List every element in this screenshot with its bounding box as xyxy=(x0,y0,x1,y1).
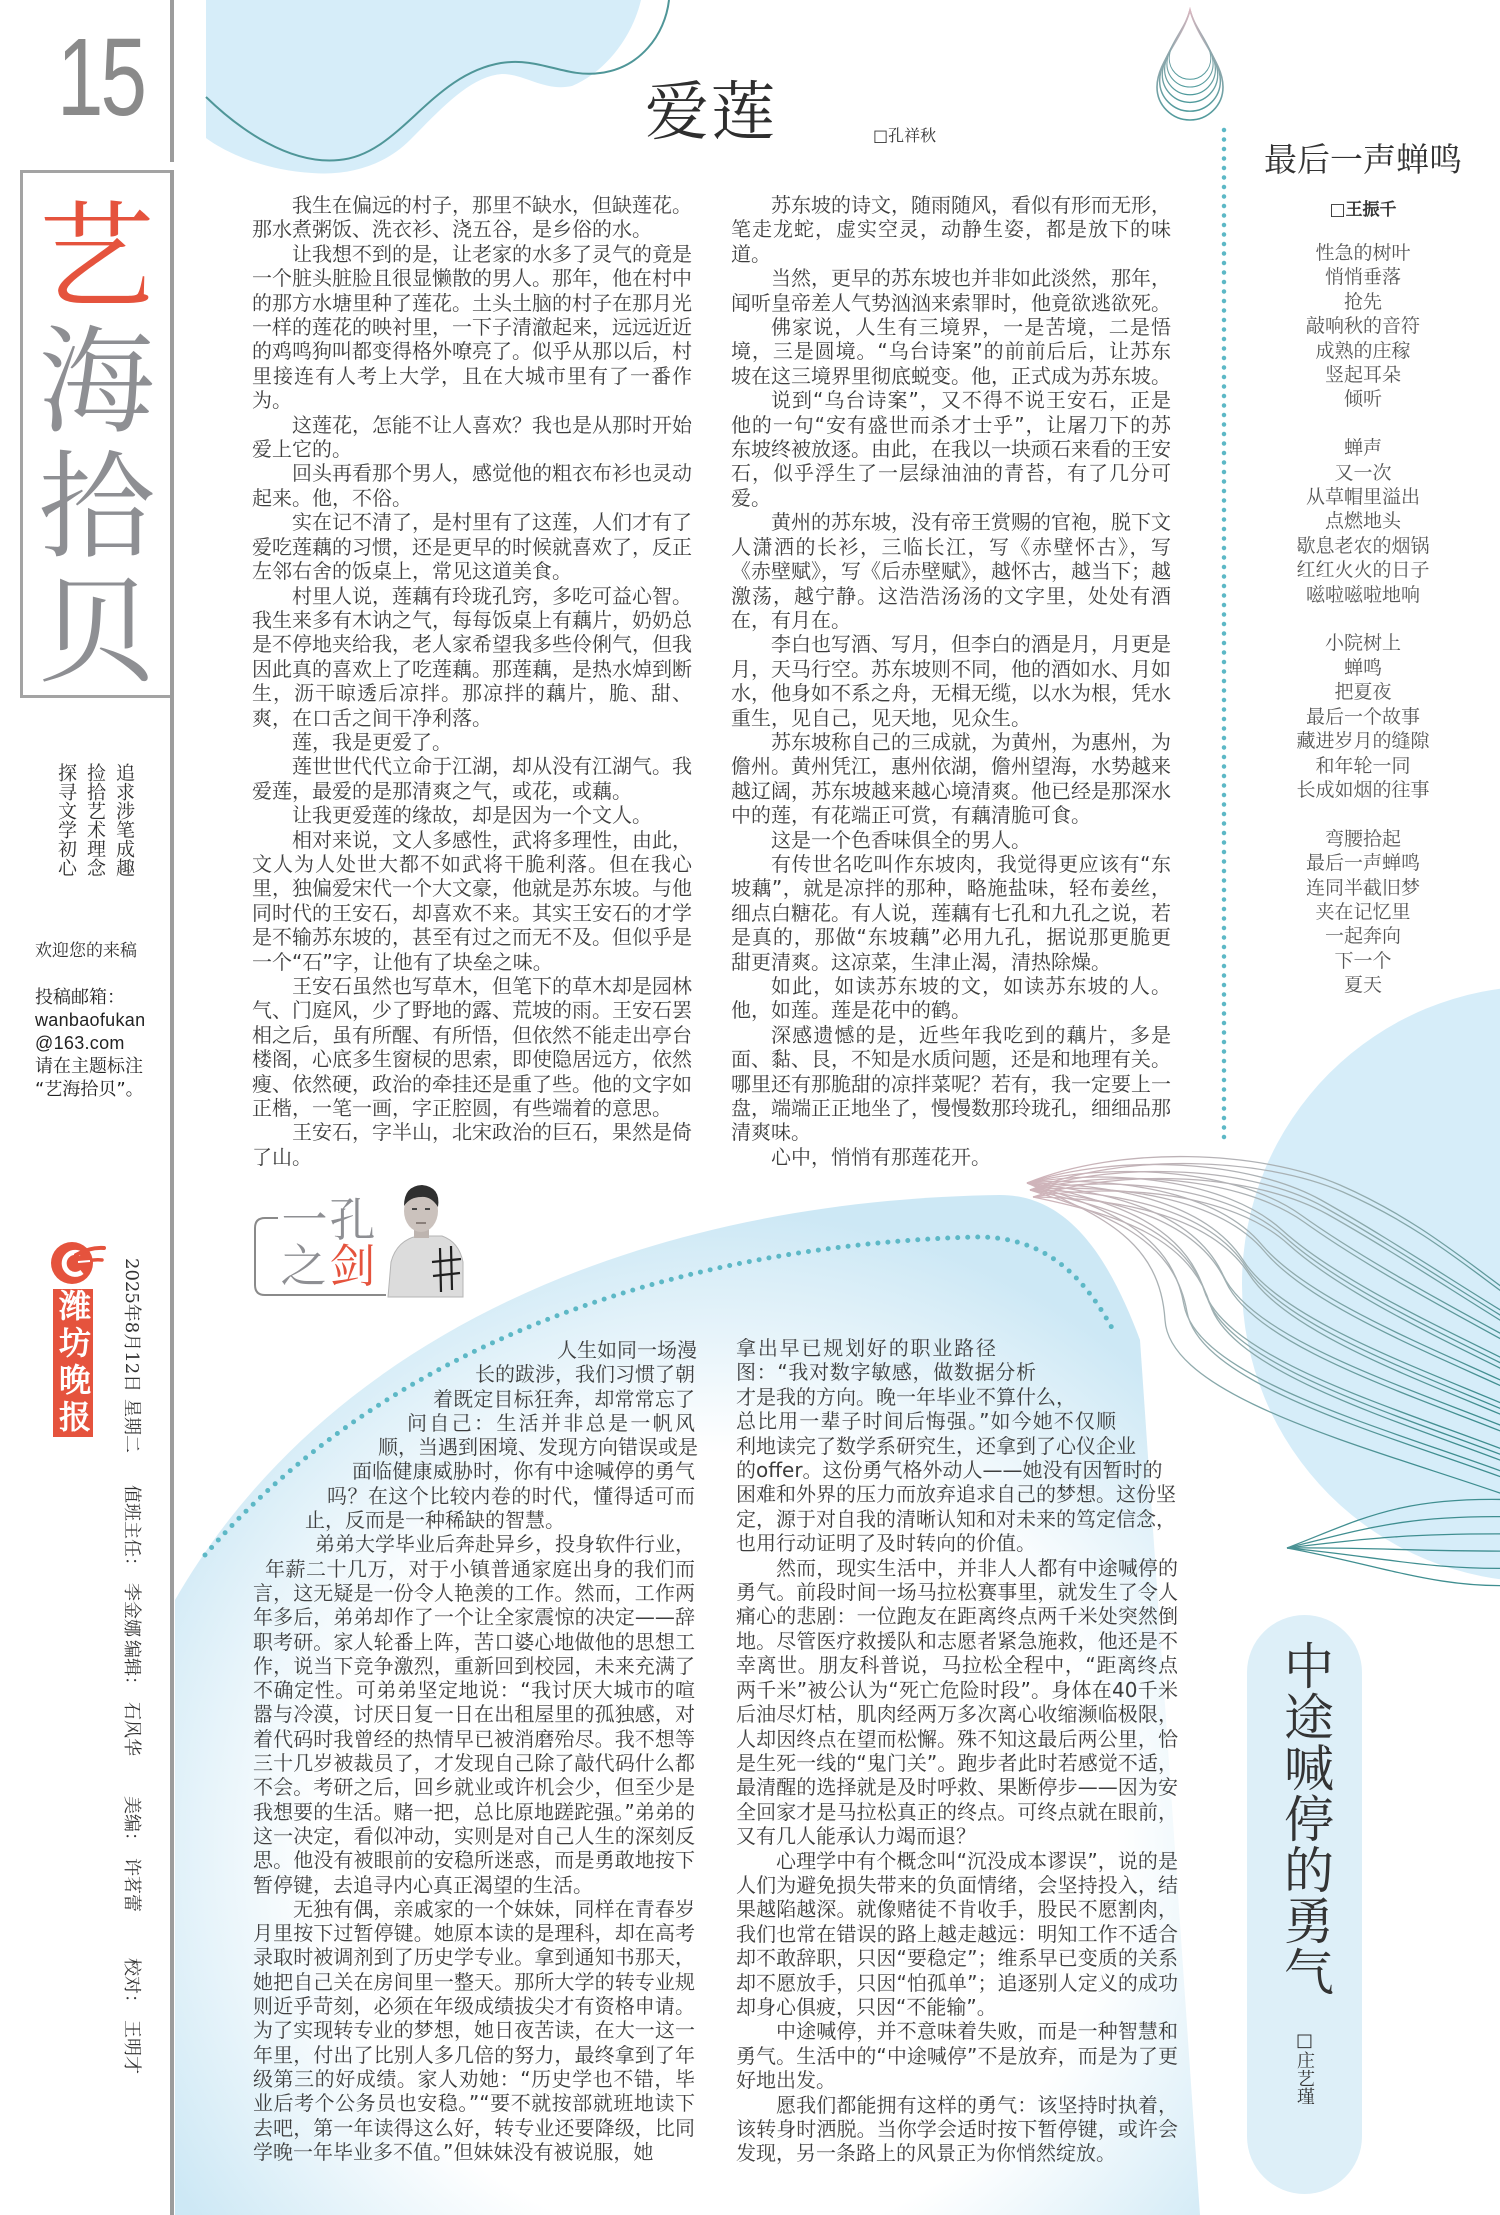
poem-line: 一起奔向 xyxy=(1324,925,1401,948)
article-title-vertical: 中途喊停的勇气 xyxy=(1276,1640,1334,1997)
poem-line: 悄悄垂落 xyxy=(1324,266,1401,289)
paragraph: 有传世名吃叫作东坡肉，我觉得更应该有“东坡藕”，就是凉拌的那种，略施盐味，轻布姜丝，细点白糖花。有人说，莲藕有七孔和九孔之说，若是真的，那做“东坡藕”必用九孔，据说那更脆更甜更清爽。这凉菜，生津止渴，清热除燥。 xyxy=(731,851,1171,974)
poem-line: 夹在记忆里 xyxy=(1315,900,1411,923)
paragraph: 让我更爱莲的缘故，却是因为一个文人。 xyxy=(292,803,652,828)
submission-info xyxy=(35,986,165,1101)
paragraph: 苏东坡的诗文，随雨随风，看似有形而无形，笔走龙蛇，虚实空灵，动静生姿，都是放下的味道。 xyxy=(731,193,1171,266)
credit-name: 石风华 xyxy=(121,1702,142,1756)
sidebar-divider xyxy=(170,170,174,2215)
poem-line: 红红火火的日子 xyxy=(1296,559,1430,582)
paragraph: 如此，如读苏东坡的文，如读苏东坡的人。他，如莲。莲是花中的鹤。 xyxy=(731,974,1171,1023)
article-author-vertical: □庄艺瑾 xyxy=(1294,2030,1315,2105)
paragraph: 苏东坡称自己的三成就，为黄州，为惠州，为儋州。黄州凭江，惠州依湖，儋州望海，水势越来越辽阔，苏东坡越来越心境清爽。他已经是那深水中的莲，有花端正可赏，有藕清脆可食。 xyxy=(731,729,1171,828)
paragraph: 然而，现实生活中，并非人人都有中途喊停的勇气。前段时间一场马拉松赛事里，就发生了令人痛心的悲剧：一位跑友在距离终点两千米处突然倒地。尽管医疗救援队和志愿者紧急施救，他还是不幸离世。朋友科普说，马拉松全程中，“距离终点两千米”被公认为“死亡危险时段”。身体在40千米后油尽灯枯，肌肉经两万多次离心收缩濒临极限，人却因终点在望而松懈。殊不知这最后两公里，恰是生死一线的“鬼门关”。跑步者此时若感觉不适，最清醒的选择就是及时呼救、果断停步——因为安全回家才是马拉松真正的终点。可终点就在眼前，又有几人能承认力竭而退？ xyxy=(736,1555,1178,1849)
column-logo-char: 孔 xyxy=(329,1193,376,1247)
paragraph: 说到“乌台诗案”，又不得不说王安石，正是他的一句“安有盛世而杀才士乎”，让屠刀下的苏东坡终被放逐。由此，在我以一块顽石来看的王安石，似乎浮生了一层绿油油的青苔，有了几分可爱。 xyxy=(731,388,1171,510)
poem-line: 性急的树叶 xyxy=(1315,242,1411,264)
poem-line: 嗞啦嗞啦地响 xyxy=(1305,583,1420,606)
paragraph: 中途喊停，并不意味着失败，而是一种智慧和勇气。生活中的“中途喊停”不是放弃，而是为了更好地出发。 xyxy=(736,2019,1178,2093)
paragraph: 无独有偶，亲戚家的一个妹妹，同样在青春岁月里按下过暂停键。她原本读的是理科，却在高考录取时被调剂到了历史学专业。拿到通知书那天，她把自己关在房间里一整天。那所大学的转专业规则近乎苛刻，必须在年级成绩拔尖才有资格申请。为了实现转专业的梦想，她日夜苦读，在大一这一年里，付出了比别人多几倍的努力，最终拿到了年级第三的好成绩。家人劝她：“历史学也不错，毕业后考个公务员也安稳。”“要不就按部就班地读下去吧，第一年读得这么好，转专业还要降级，比同学晚一年毕业多不值。”但妹妹没有被说服，她 xyxy=(253,1896,695,2164)
poem-line: 歇息老农的烟锅 xyxy=(1296,534,1430,557)
poem-line: 小院树上 xyxy=(1324,632,1401,655)
section-title-char: 拾 xyxy=(38,440,155,575)
poem-line: 最后一声蝉鸣 xyxy=(1305,852,1420,875)
credit-role: 值班主任： xyxy=(121,1485,142,1575)
poem-line: 下一个 xyxy=(1334,949,1392,972)
submission-label: 投稿邮箱： xyxy=(35,987,125,1008)
poem-body xyxy=(1240,241,1486,998)
poem-line: 蝉鸣 xyxy=(1343,656,1382,679)
poem-line: 又一次 xyxy=(1334,461,1392,484)
column-logo-char: 之 xyxy=(280,1239,327,1293)
paragraph: 莲世世代代立命于江湖，却从没有江湖气。我爱莲，最爱的是那清爽之气，或花，或藕。 xyxy=(252,754,692,803)
columnist-photo xyxy=(388,1185,463,1297)
poem-line: 藏进岁月的缝隙 xyxy=(1296,730,1430,753)
shaped-line: 人生如同一场漫 xyxy=(557,1338,697,1362)
paper-name-logo: 潍坊晚报 xyxy=(54,1289,92,1437)
poem-stanza xyxy=(1240,631,1486,802)
poem xyxy=(1240,140,1486,998)
poem-line: 最后一个故事 xyxy=(1305,705,1420,728)
submission-email-user: wanbaofukan xyxy=(35,1010,146,1030)
credit-role: 美编： xyxy=(121,1796,142,1850)
poem-line: 成熟的庄稼 xyxy=(1315,339,1411,362)
article-author: □孔祥秋 xyxy=(873,126,937,145)
poem-line: 敲响秋的音符 xyxy=(1305,315,1420,338)
poem-stanza xyxy=(1240,436,1486,607)
credit-name: 王明才 xyxy=(121,2020,142,2074)
paragraph: 我生在偏远的村子，那里不缺水，但缺莲花。那水煮粥饭、洗衣衫、浇五谷，是乡俗的水。 xyxy=(252,193,692,242)
paragraph: 李白也写酒、写月，但李白的酒是月，月更是月，天马行空。苏东坡则不同，他的酒如水、月如水，他身如不系之舟，无楫无缆，以水为根，凭水重生，见自己，见天地，见众生。 xyxy=(731,632,1171,730)
credit-role: 校对： xyxy=(121,1958,142,2012)
submission-email-domain: @163.com xyxy=(35,1033,125,1053)
paragraph: 莲，我是更爱了。 xyxy=(292,729,452,754)
credit-proofreader xyxy=(120,1958,142,2074)
article-column xyxy=(731,193,1171,1169)
paragraph: 佛家说，人生有三境界，一是苦境，二是悟境，三是圆境。“乌台诗案”的前前后后，让苏东坡在这三境界里彻底蜕变。他，正式成为苏东坡。 xyxy=(731,315,1171,388)
section-title-char: 艺 xyxy=(38,190,155,325)
credit-art-editor xyxy=(120,1796,142,1912)
header-wave-blob xyxy=(206,0,669,173)
poem-line: 弯腰拾起 xyxy=(1324,827,1401,850)
shaped-line: 顺，当遇到困境、发现方向错误或是 xyxy=(378,1435,698,1460)
poem-title: 最后一声蝉鸣 xyxy=(1264,140,1462,179)
section-title-char: 海 xyxy=(38,315,155,450)
paragraph: 言，这无疑是一份令人艳羡的工作。然而，工作两年多后，弟弟却作了一个让全家震惊的决定——辞职考研。家人轮番上阵，苦口婆心地做他的思想工作，说当下竞争激烈，重新回到校园，未来充满了不确定性。可弟弟坚定地说：“我讨厌大城市的喧嚣与冷漠，讨厌日复一日在出租屋里的孤独感，对着代码时我曾经的热情早已被消磨殆尽。我不想等三十几岁被裁员了，才发现自己除了敲代码什么都不会。考研之后，回乡就业或许机会少，但至少是我想要的生活。赌一把，总比原地蹉跎强。”弟弟的这一决定，看似冲动，实则是对自己人生的深刻反思。他没有被眼前的安稳所迷惑，而是勇敢地按下暂停键，去追寻内心真正渴望的生活。 xyxy=(253,1580,695,1897)
shaped-line: 也用行动证明了及时转向的价值。 xyxy=(736,1531,1036,1556)
poem-line: 和年轮一同 xyxy=(1315,754,1411,777)
issue-weekday: 星期二 xyxy=(121,1399,142,1453)
submission-note: 请在主题标注 xyxy=(35,1056,143,1077)
article-column xyxy=(253,1338,698,2164)
shaped-line: 利地读完了数学系研究生，还拿到了心仪企业 xyxy=(736,1433,1136,1458)
poem-line: 夏天 xyxy=(1343,974,1382,997)
poem-line: 倾听 xyxy=(1343,388,1382,411)
paragraph: 心理学中有个概念叫“沉没成本谬误”，说的是人们为避免损失带来的负面情绪，会坚持投入，结果越陷越深。就像赌徒不肯收手，股民不愿割肉，我们也常在错误的路上越走越远：明知工作不适合却不敢辞职，只因“要稳定”；维系早已变质的关系却不愿放手，只因“怕孤单”；追逐别人定义的成功却身心俱疲，只因“不能输”。 xyxy=(736,1848,1178,2019)
column-logo-char: 剑 xyxy=(329,1239,376,1293)
shaped-line: 图：“我对数字敏感，做数据分析 xyxy=(736,1360,1036,1385)
poem-line: 竖起耳朵 xyxy=(1324,364,1401,387)
submission-note: “艺海拾贝”。 xyxy=(35,1079,144,1100)
paragraph: 实在记不清了，是村里有了这莲，人们才有了爱吃莲藕的习惯，还是更早的时候就喜欢了，反正左邻右舍的饭桌上，常见这道美食。 xyxy=(252,510,692,584)
section-title-box xyxy=(20,170,170,698)
shaped-line: 面临健康威胁时，你有中途喊停的勇气 xyxy=(352,1459,695,1484)
sidebar-divider-top xyxy=(170,0,174,162)
column-logo-char: 一 xyxy=(281,1193,328,1247)
shaped-line: 长的跋涉，我们习惯了朝 xyxy=(475,1362,695,1387)
credit-name: 李金娜 xyxy=(121,1583,142,1637)
credit-editor xyxy=(120,1640,142,1756)
light-blue-circle xyxy=(1242,986,1500,1582)
poem-line: 把夏夜 xyxy=(1334,681,1392,704)
paragraph: 这莲花，怎能不让人喜欢？我也是从那时开始爱上它的。 xyxy=(252,412,692,462)
section-slogan: 探寻文学初心 xyxy=(55,763,77,877)
shaped-line: 吗？在这个比较内卷的时代，懂得适可而 xyxy=(327,1483,695,1508)
poem-stanza xyxy=(1240,827,1486,998)
shaped-line: 止，反而是一种稀缺的智慧。 xyxy=(305,1508,565,1533)
paragraph: 深感遗憾的是，近些年我吃到的藕片，多是面、黏、艮，不知是水质问题，还是和地理有关。哪里还有那脆甜的凉拌菜呢？若有，我一定要上一盘，端端正正地坐了，慢慢数那玲珑孔，细细品那清爽味。 xyxy=(731,1022,1171,1145)
article-title: 爱莲 xyxy=(645,76,777,150)
paragraph: 愿我们都能拥有这样的勇气：该坚持时执着，该转身时洒脱。当你学会适时按下暂停键，或许会发现，另一条路上的风景正为你悄然绽放。 xyxy=(736,2092,1178,2166)
poem-line: 抢先 xyxy=(1343,290,1382,313)
credit-duty-editor xyxy=(120,1485,142,1637)
poem-stanza xyxy=(1240,241,1486,412)
article-column xyxy=(252,193,692,1169)
shaped-line: 年薪二十几万，对于小镇普通家庭出身的我们而 xyxy=(265,1556,695,1581)
paper-logo-icon xyxy=(51,1242,104,1284)
paragraph: 这是一个色香味俱全的男人。 xyxy=(771,827,1031,852)
paragraph: 村里人说，莲藕有玲珑孔窍，多吃可益心智。我生来多有木讷之气，每每饭桌上有藕片，奶奶总是不停地夹给我，老人家希望我多些伶俐气，但我因此真的喜欢上了吃莲藕。那莲藕，是热水焯到断生，沥干晾透后凉拌。那凉拌的藕片，脆、甜、爽，在口舌之间干净利落。 xyxy=(252,583,692,730)
poem-line: 蝉声 xyxy=(1343,437,1382,460)
paragraph: 当然，更早的苏东坡也并非如此淡然，那年，闻听皇帝差人气势汹汹来索罪时，他竟欲逃欲死。 xyxy=(731,266,1171,315)
shaped-line: 的offer。这份勇气格外动人——她没有因暂时的 xyxy=(736,1458,1163,1483)
paragraph: 心中，悄悄有那莲花开。 xyxy=(771,1144,991,1169)
issue-date: 2025年8月12日 xyxy=(121,1258,142,1393)
shaped-line: 才是我的方向。晚一年毕业不算什么， xyxy=(736,1384,1076,1409)
shaped-line: 困难和外界的压力而放弃追求自己的梦想。这份坚 xyxy=(736,1482,1176,1507)
section-slogan: 捡拾艺术理念 xyxy=(84,763,106,877)
paragraph: 相对来说，文人多感性，武将多理性，由此，文人为人处世大都不如武将干脆利落。但在我心里，独偏爱宋代一个大文豪，他就是苏东坡。与他同时代的王安石，却喜欢不来。其实王安石的才学是不输苏东坡的，甚至有过之而无不及。但似乎是一个“石”字，让他有了块垒之味。 xyxy=(252,827,692,974)
poem-line: 从草帽里溢出 xyxy=(1305,486,1420,509)
section-slogan: 追求涉笔成趣 xyxy=(113,763,135,877)
shaped-line: 问自己：生活并非总是一帆风 xyxy=(407,1410,695,1435)
paragraph: 王安石，字半山，北宋政治的巨石，果然是倚了山。 xyxy=(252,1120,692,1169)
paragraph: 王安石虽然也写草木，但笔下的草木却是园林气、门庭风，少了野地的露、荒坡的雨。王安石罢相之后，虽有所醒、有所悟，但依然不能走出亭台楼阁，心底多生窗棂的思索，即使隐居远方，依然瘦、依然硬，政治的牵挂还是重了些。他的文字如正楷，一笔一画，字正腔圆，有些端着的意思。 xyxy=(252,974,692,1121)
shaped-line: 总比用一辈子时间后悔强。”如今她不仅顺 xyxy=(736,1409,1116,1434)
water-drop-icon xyxy=(1157,10,1223,120)
submission-welcome: 欢迎您的来稿 xyxy=(35,941,137,961)
shaped-line: 着既定目标狂奔，却常常忘了 xyxy=(433,1386,695,1411)
article-column xyxy=(736,1336,1178,2166)
poem-author: □王振千 xyxy=(1329,200,1397,220)
shaped-line: 弟弟大学毕业后奔赴异乡，投身软件行业， xyxy=(315,1532,695,1557)
page-number: 15 xyxy=(57,16,144,139)
shaped-line: 定，源于对自我的清晰认知和对未来的笃定信念， xyxy=(736,1506,1176,1531)
credit-name: 许茗蕾 xyxy=(121,1858,142,1912)
poem-line: 点燃地头 xyxy=(1324,510,1401,533)
paragraph: 黄州的苏东坡，没有帝王赏赐的官袍，脱下文人潇洒的长衫，三临长江，写《赤壁怀古》，写《赤壁赋》，写《后赤壁赋》，越怀古，越当下；越激荡，越宁静。这浩浩汤汤的文字里，处处有酒在，有月在。 xyxy=(731,510,1171,632)
paragraph: 回头再看那个男人，感觉他的粗衣布衫也灵动起来。他，不俗。 xyxy=(252,461,692,510)
credit-role: 编辑： xyxy=(121,1640,142,1694)
shaped-line: 拿出早已规划好的职业路径 xyxy=(736,1336,996,1360)
paragraph: 让我想不到的是，让老家的水多了灵气的竟是一个脏头脏脸且很显懒散的男人。那年，他在村中的那方水塘里种了莲花。土头土脑的村子在那月光一样的莲花的映衬里，一下子清澈起来，远远近近的鸡鸣狗叫都变得格外嘹亮了。似乎从那以后，村里接连有人考上大学，且在大城市里有了一番作为。 xyxy=(252,241,692,413)
poem-line: 长成如烟的往事 xyxy=(1296,778,1430,801)
section-title-char: 贝 xyxy=(38,565,155,700)
poem-line: 连同半截旧梦 xyxy=(1305,876,1420,899)
